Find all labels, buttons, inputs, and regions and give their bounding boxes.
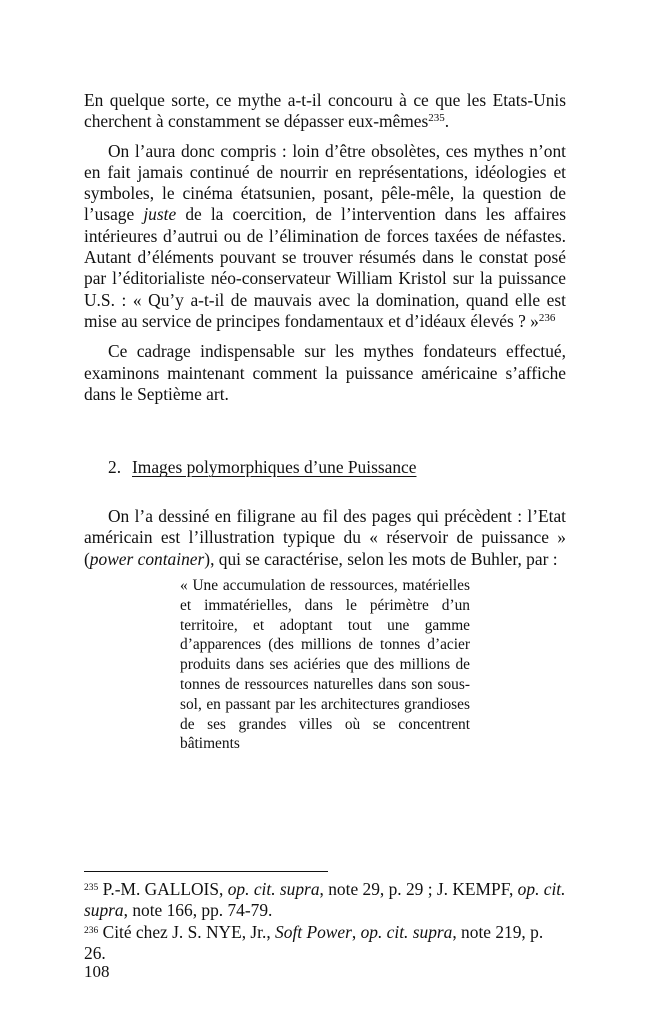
- footnote-235-text-c: , note 166, pp. 74-79.: [123, 900, 273, 921]
- footnote-236-number: 236: [84, 925, 99, 936]
- paragraph-3: [84, 341, 566, 405]
- paragraph-4-italic: power container: [89, 548, 205, 569]
- section-heading: [108, 457, 566, 478]
- footnote-235-number: 235: [84, 883, 99, 893]
- page-number: 108: [84, 962, 110, 981]
- footnote-236-text-a: Cité chez J. S. NYE, Jr.,: [98, 921, 276, 942]
- footnote-236-text-b: ,: [351, 921, 361, 942]
- footnote-ref-236[interactable]: 236: [538, 311, 556, 324]
- footnote-ref-235[interactable]: 235: [428, 112, 445, 125]
- footnote-236-italic-b: op. cit. supra: [360, 921, 453, 942]
- footnote-235-text-a: P.-M. GALLOIS,: [98, 879, 228, 899]
- paragraph-1-text: En quelque sorte, ce mythe a-t-il concouru à ce que les Etats-Unis cherchent à constamment se dépasser eux-mêmes: [84, 90, 566, 132]
- page-body: [84, 90, 566, 754]
- paragraph-1-end: .: [444, 111, 450, 132]
- footnote-235: [84, 879, 566, 922]
- block-quote: « Une accumulation de ressources, matérielles et immatérielles, dans le périmètre d’un territoire, et adoptant tout une gamme d’apparences (des millions de tonnes d’acier produits dans ses aciéries que des millions de tonnes de ressources naturelles dans son sous-sol, en passant par les architectures grandioses de ses grandes villes où se concentrent bâtiments: [180, 577, 470, 753]
- footnote-235-italic-a: op. cit. supra: [227, 879, 320, 899]
- footnote-236-italic-a: Soft Power: [275, 921, 352, 942]
- paragraph-4: [84, 506, 566, 570]
- paragraph-1: [84, 90, 566, 133]
- section-title: Images polymorphiques d’une Puissance: [132, 457, 417, 478]
- paragraph-4-text-b: ), qui se caractérise, selon les mots de Buhler, par :: [204, 548, 558, 569]
- paragraph-4-text-a: On l’a dessiné en filigrane au fil des pages qui précèdent : l’Etat américain est l’illustration typique du « réservoir de puissance » (: [84, 506, 566, 569]
- paragraph-2: [84, 141, 566, 333]
- paragraph-2-italic: juste: [143, 204, 177, 225]
- section-number: 2.: [108, 457, 122, 478]
- paragraph-3-text: Ce cadrage indispensable sur les mythes fondateurs effectué, examinons maintenant comment la puissance américaine s’affiche dans le Septième art.: [84, 341, 566, 404]
- footnotes: [84, 879, 566, 964]
- footnote-236-text-c: , note 219, p. 26.: [84, 921, 544, 963]
- footnote-235-italic-b: op. cit. supra: [84, 879, 566, 921]
- footnote-separator: [84, 871, 328, 872]
- paragraph-2-text-b: de la coercition, de l’intervention dans les affaires intérieures d’autrui ou de l’élimination de forces taxées de néfastes. Autant d’éléments pouvant se trouver résumés dans le constat posé par l’éditorialiste néo-conservateur William Kristol sur la puissance U.S. : « Qu’y a-t-il de mauvais avec la domination, quand elle est mise au service de principes fondamentaux et d’idéaux élevés ? »: [84, 204, 567, 331]
- footnote-236: [84, 922, 566, 965]
- footnote-235-text-b: , note 29, p. 29 ; J. KEMPF,: [319, 879, 518, 899]
- paragraph-2-text-a: On l’aura donc compris : loin d’être obsolètes, ces mythes n’ont en fait jamais continué de nourrir en représentations, idéologies et symboles, le cinéma étatsunien, posant, pêle-mêle, la question de l’usage: [84, 140, 566, 225]
